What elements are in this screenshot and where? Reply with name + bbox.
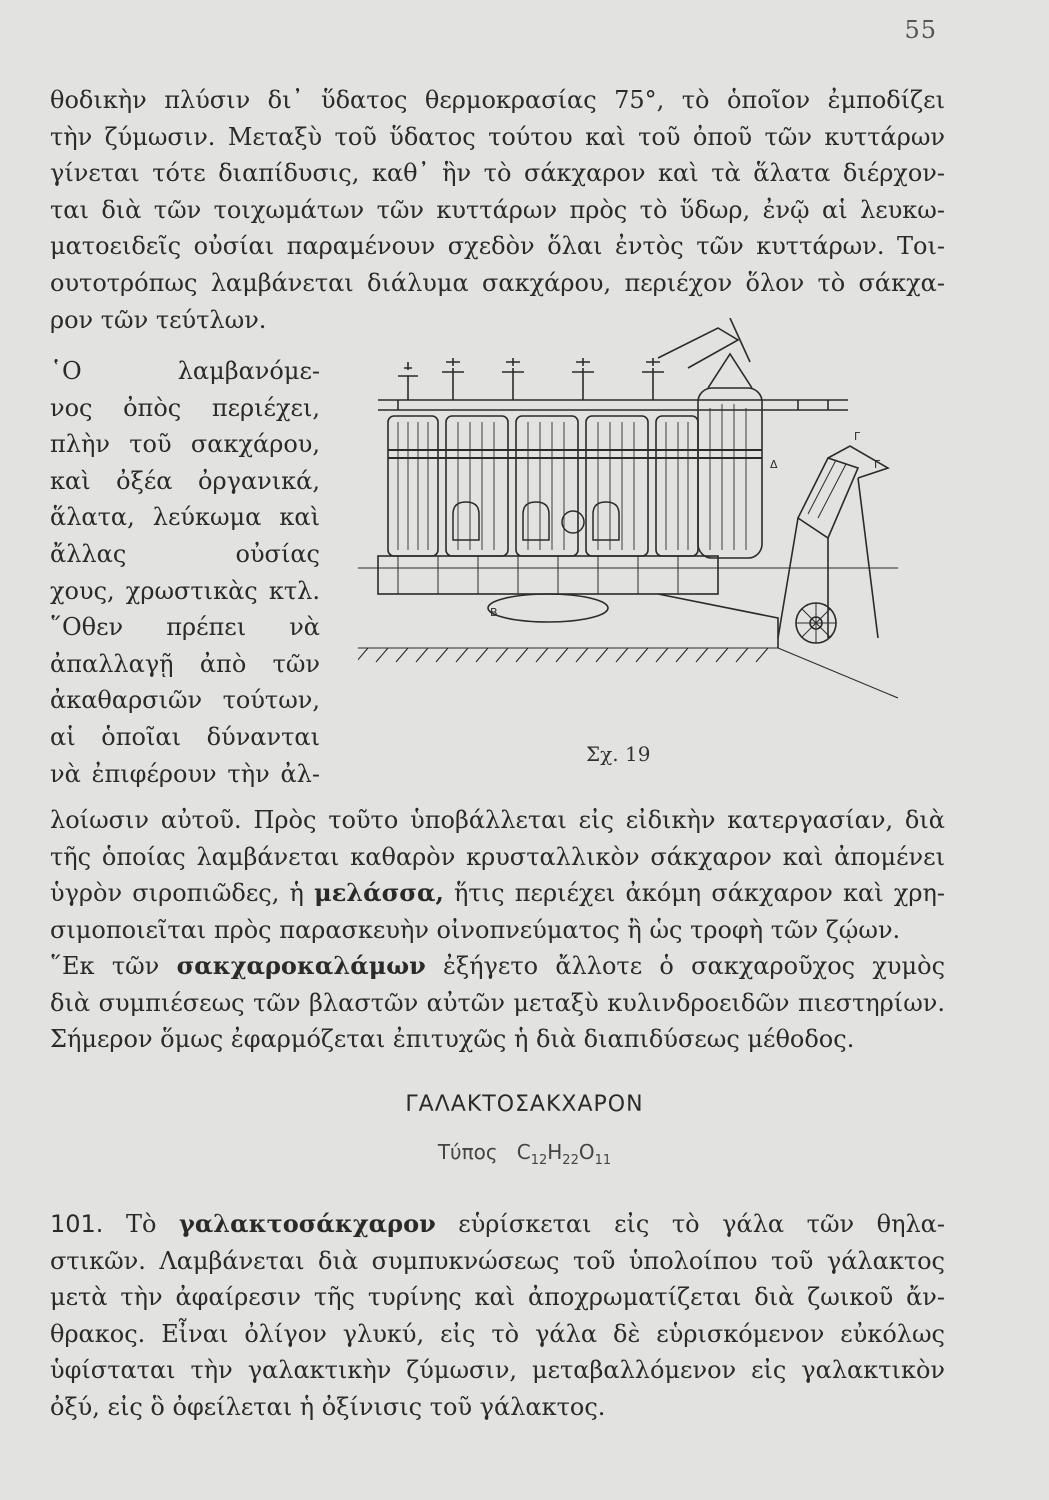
page-number: 55: [904, 16, 937, 44]
text-line: ἄλλας οὐσίας: [50, 539, 320, 568]
section-heading: ΓΑΛΑΚΤΟΣΑΚΧΑΡΟΝ: [405, 1092, 644, 1117]
text-run: εὑρίσκεται εἰς τὸ γάλα τῶν θηλα-: [435, 1210, 945, 1238]
text-line: πλὴν τοῦ σακχάρου,: [50, 430, 320, 459]
diffusion-apparatus-drawing: [358, 318, 898, 718]
text-line: διὰ συμπιέσεως τῶν βλαστῶν αὐτῶν μεταξὺ κυλινδροειδῶν πιεστηρίων.: [50, 988, 945, 1017]
formula-subscript: 22: [562, 1153, 579, 1168]
text-line: [50, 875, 945, 912]
figure-label-b: B: [490, 606, 498, 619]
formula-element-o: O: [578, 1140, 595, 1164]
text-line: ἀκαθαρσιῶν τούτων,: [50, 686, 320, 715]
text-line: [50, 948, 945, 985]
text-line: σιμοποιεῖται πρὸς παρασκευὴν οἰνοπνεύματος ἢ ὡς τροφὴ τῶν ζῴων.: [50, 915, 901, 944]
text-line: αἱ ὁποῖαι δύνανται: [50, 722, 320, 751]
formula-subscript: 11: [594, 1153, 612, 1168]
side-column-text: [50, 353, 320, 792]
text-line: τῆς ὁποίας λαμβάνεται καθαρὸν κρυσταλλικὸν σάκχαρον καὶ ἀπομένει: [50, 842, 945, 871]
formula-element-c: C: [516, 1140, 531, 1164]
text-line: ἀπαλλαγῇ ἀπὸ τῶν: [50, 649, 320, 678]
paragraph-number: 101.: [50, 1210, 104, 1238]
text-run: ῞Εκ τῶν: [50, 952, 177, 980]
text-run: ὑγρὸν σιροπιῶδες, ἡ: [50, 879, 315, 908]
top-paragraph: [50, 82, 945, 338]
text-line: ἅλατα, λεύκωμα καὶ: [50, 503, 320, 532]
formula-subscript: 12: [530, 1153, 548, 1168]
text-line: ματοειδεῖς οὐσίαι παραμένουν σχεδὸν ὅλαι ἐντὸς τῶν κυττάρων. Τοι-: [50, 232, 945, 261]
term-lactose: γαλακτοσάκχαρον: [178, 1209, 436, 1238]
text-line: ὑφίσταται τὴν γαλακτικὴν ζύμωσιν, μεταβαλλόμενον εἰς γαλακτικὸν: [50, 1356, 945, 1385]
lactose-paragraph: [50, 1206, 945, 1426]
text-line: Σήμερον ὅμως ἐφαρμόζεται ἐπιτυχῶς ἡ διὰ διαπιδύσεως μέθοδος.: [50, 1025, 855, 1054]
text-line: ῞Οθεν πρέπει νὰ: [50, 613, 320, 642]
text-line: ῾Ο λαμβανόμε-: [50, 357, 320, 385]
figure-label-gamma-2: Γ: [874, 458, 881, 471]
text-line: καὶ ὀξέα ὀργανικά,: [50, 466, 320, 495]
text-line: ουτοτρόπως λαμβάνεται διάλυμα σακχάρου, περιέχον ὅλον τὸ σάκχα-: [50, 268, 945, 297]
figure-label-gamma: Γ: [854, 430, 861, 443]
text-line: [50, 1206, 945, 1243]
text-line: ρον τῶν τεύτλων.: [50, 305, 267, 334]
text-line: στικῶν. Λαμβάνεται διὰ συμπυκνώσεως τοῦ ὑπολοίπου τοῦ γάλακτος: [50, 1246, 945, 1275]
figure-caption: Σχ. 19: [586, 742, 651, 766]
text-line: θοδικὴν πλύσιν δι᾽ ὕδατος θερμοκρασίας 75°, τὸ ὁποῖον ἐμποδίζει: [50, 86, 945, 114]
formula-element-h: H: [547, 1140, 563, 1164]
text-line: ὀξύ, εἰς ὃ ὀφείλεται ἡ ὀξίνισις τοῦ γάλακτος.: [50, 1392, 606, 1421]
text-run: Τὸ: [103, 1210, 179, 1238]
term-molasses: μελάσσα,: [314, 878, 444, 908]
chemical-formula: [0, 1140, 1049, 1168]
figure-label-delta: Δ: [770, 458, 778, 471]
text-line: ται διὰ τῶν τοιχωμάτων τῶν κυττάρων πρὸς τὸ ὕδωρ, ἐνῷ αἱ λευκω-: [50, 195, 945, 224]
formula-label: Τύπος: [437, 1140, 498, 1164]
text-line: λοίωσιν αὐτοῦ. Πρὸς τοῦτο ὑποβάλλεται εἰς εἰδικὴν κατεργασίαν, διὰ: [50, 806, 945, 834]
text-line: νος ὀπὸς περιέχει,: [50, 393, 320, 422]
text-run: ἥτις περιέχει ἀκόμη σάκχαρον καὶ χρη-: [443, 879, 945, 908]
text-run: ἐξήγετο ἄλλοτε ὁ σακχαροῦχος χυμὸς: [425, 952, 945, 980]
text-line: χους, χρωστικὰς κτλ.: [50, 576, 320, 605]
text-line: τὴν ζύμωσιν. Μεταξὺ τοῦ ὕδατος τούτου καὶ τοῦ ὀποῦ τῶν κυττάρων: [50, 122, 945, 151]
sugarcane-paragraph: [50, 948, 945, 1058]
term-sugarcane: σακχαροκαλάμων: [176, 951, 426, 980]
text-line: νὰ ἐπιφέρουν τὴν ἀλ-: [50, 759, 320, 788]
molasses-paragraph: [50, 802, 945, 948]
text-line: μετὰ τὴν ἀφαίρεσιν τῆς τυρίνης καὶ ἀποχρωματίζεται διὰ ζωικοῦ ἄν-: [50, 1283, 945, 1312]
text-line: γίνεται τότε διαπίδυσις, καθ᾽ ἣν τὸ σάκχαρον καὶ τὰ ἅλατα διέρχον-: [50, 159, 945, 188]
diffusion-apparatus-figure: [358, 318, 898, 718]
text-line: θρακος. Εἶναι ὀλίγον γλυκύ, εἰς τὸ γάλα δὲ εὑρισκόμενον εὐκόλως: [50, 1319, 945, 1348]
